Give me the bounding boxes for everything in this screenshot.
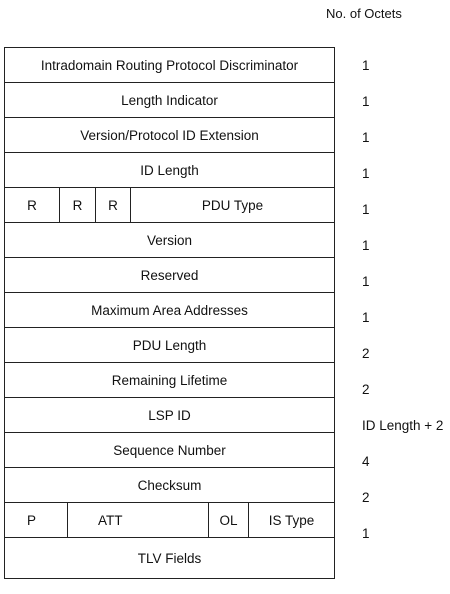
octet-count: 1 bbox=[362, 57, 370, 73]
reserved-bit-cell: R bbox=[5, 188, 60, 222]
field-row-pdu-length bbox=[5, 327, 334, 362]
field-row-reserved bbox=[5, 257, 334, 292]
octets-column-header: No. of Octets bbox=[326, 6, 402, 21]
field-label: TLV Fields bbox=[137, 550, 202, 566]
field-label: LSP ID bbox=[148, 407, 191, 423]
field-row-length-indicator bbox=[5, 82, 334, 117]
octet-count: 1 bbox=[362, 201, 370, 217]
field-row-pdu-type bbox=[5, 187, 334, 222]
octet-count: 1 bbox=[362, 129, 370, 145]
field-row-sequence-number bbox=[5, 432, 334, 467]
octet-count: 1 bbox=[362, 309, 370, 325]
octet-count: 1 bbox=[362, 525, 370, 541]
octet-count: 2 bbox=[362, 345, 370, 361]
pdu-type-cell: PDU Type bbox=[201, 197, 264, 213]
field-label: Version bbox=[146, 232, 193, 248]
field-row-max-area-addresses bbox=[5, 292, 334, 327]
field-label: Reserved bbox=[140, 267, 199, 283]
field-row-version-protocol-id bbox=[5, 117, 334, 152]
field-label: Version/Protocol ID Extension bbox=[80, 127, 259, 143]
field-row-flags bbox=[5, 502, 334, 537]
octet-count: 2 bbox=[362, 489, 370, 505]
field-row-tlv-fields bbox=[5, 537, 334, 579]
field-label: Maximum Area Addresses bbox=[91, 302, 248, 318]
field-label: Remaining Lifetime bbox=[111, 372, 228, 388]
octet-count: 1 bbox=[362, 237, 370, 253]
pdu-format-table bbox=[4, 47, 335, 579]
field-label: Intradomain Routing Protocol Discriminator bbox=[40, 57, 299, 73]
overload-bit-cell: OL bbox=[209, 503, 249, 537]
reserved-bit-cell: R bbox=[96, 188, 131, 222]
octet-count: 2 bbox=[362, 381, 370, 397]
field-row-checksum bbox=[5, 467, 334, 502]
field-row-version bbox=[5, 222, 334, 257]
field-label: Checksum bbox=[137, 477, 202, 493]
reserved-bit-cell: R bbox=[60, 188, 96, 222]
octet-count: 1 bbox=[362, 165, 370, 181]
octet-count: 4 bbox=[362, 453, 370, 469]
is-type-cell: IS Type bbox=[268, 512, 315, 528]
field-label: Length Indicator bbox=[121, 92, 218, 108]
field-label: PDU Length bbox=[132, 337, 207, 353]
field-label: ID Length bbox=[140, 162, 199, 178]
field-row-remaining-lifetime bbox=[5, 362, 334, 397]
att-bits-cell: ATT bbox=[68, 503, 209, 537]
field-label: Sequence Number bbox=[113, 442, 226, 458]
octet-count: 1 bbox=[362, 273, 370, 289]
field-row-lsp-id bbox=[5, 397, 334, 432]
octets-column bbox=[362, 47, 450, 551]
partition-bit-cell: P bbox=[5, 503, 68, 537]
octet-count: ID Length + 2 bbox=[362, 417, 444, 433]
octet-count: 1 bbox=[362, 93, 370, 109]
field-row-irpd bbox=[5, 47, 334, 82]
field-row-id-length bbox=[5, 152, 334, 187]
